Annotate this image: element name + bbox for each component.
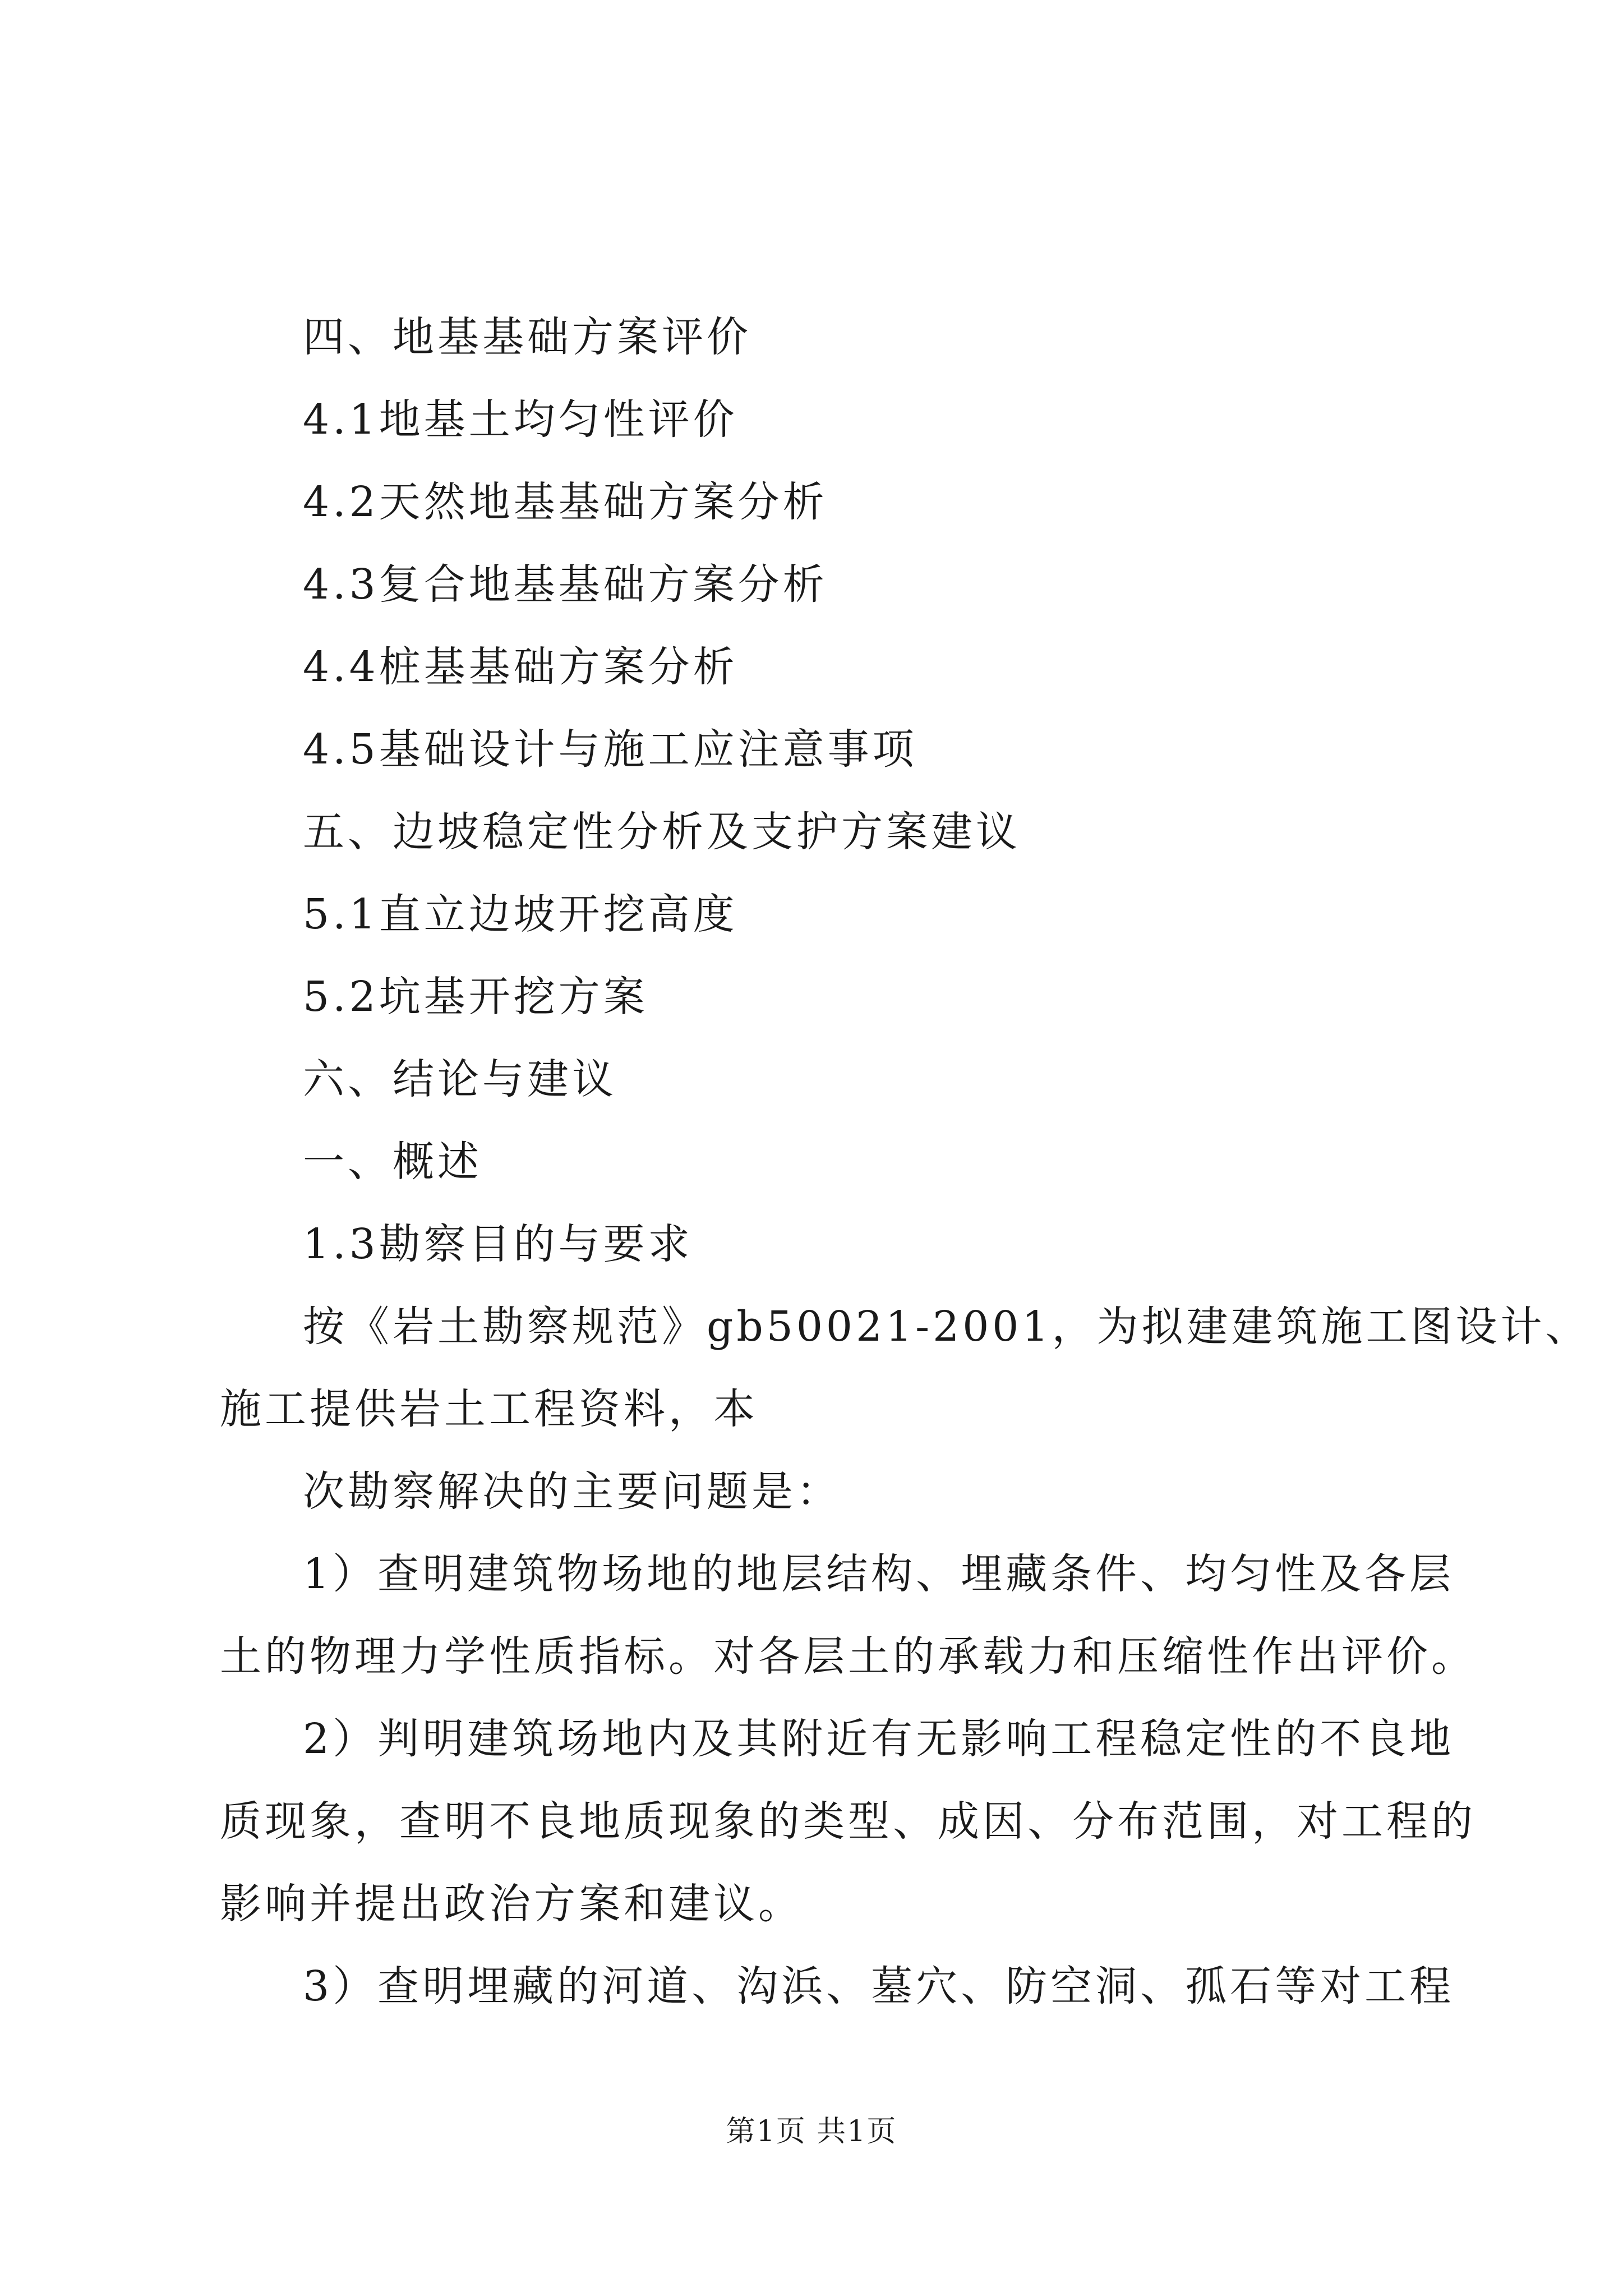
subheading-4-5: 4.5基础设计与施工应注意事项 [303,725,917,774]
page-footer: 第1页 共1页 [726,2115,897,2148]
heading-foundation-evaluation: 四、地基基础方案评价 [303,313,751,361]
list-item-2-line3: 影响并提出政治方案和建议。 [220,1880,803,1928]
list-item-2-line2: 质现象，查明不良地质现象的类型、成因、分布范围，对工程的 [220,1797,1476,1846]
subheading-5-1: 5.1直立边坡开挖高度 [303,890,738,938]
subheading-4-3: 4.3复合地基基础方案分析 [303,560,828,609]
subheading-4-1: 4.1地基土均匀性评价 [303,395,738,444]
paragraph-main-issues: 次勘察解决的主要问题是： [303,1467,841,1516]
list-item-1-line1: 1）查明建筑物场地的地层结构、埋藏条件、均匀性及各层 [303,1550,1455,1598]
heading-slope-stability: 五、边坡稳定性分析及支护方案建议 [303,808,1021,856]
list-item-2-line1: 2）判明建筑场地内及其附近有无影响工程稳定性的不良地 [303,1715,1455,1763]
paragraph-basis-line2: 施工提供岩土工程资料，本 [220,1385,758,1433]
subheading-1-3: 1.3勘察目的与要求 [303,1220,693,1268]
list-item-1-line2: 土的物理力学性质指标。对各层土的承载力和压缩性作出评价。 [220,1632,1476,1681]
subheading-4-2: 4.2天然地基基础方案分析 [303,478,828,526]
subheading-4-4: 4.4桩基基础方案分析 [303,643,738,691]
subheading-5-2: 5.2坑基开挖方案 [303,973,648,1021]
document-body [220,296,1590,2028]
list-item-3-line1: 3）查明埋藏的河道、沟浜、墓穴、防空洞、孤石等对工程 [303,1962,1455,2010]
heading-overview: 一、概述 [303,1138,482,1186]
heading-conclusions: 六、结论与建议 [303,1055,617,1103]
paragraph-basis-line1: 按《岩土勘察规范》gb50021-2001，为拟建建筑施工图设计、 [303,1303,1590,1351]
